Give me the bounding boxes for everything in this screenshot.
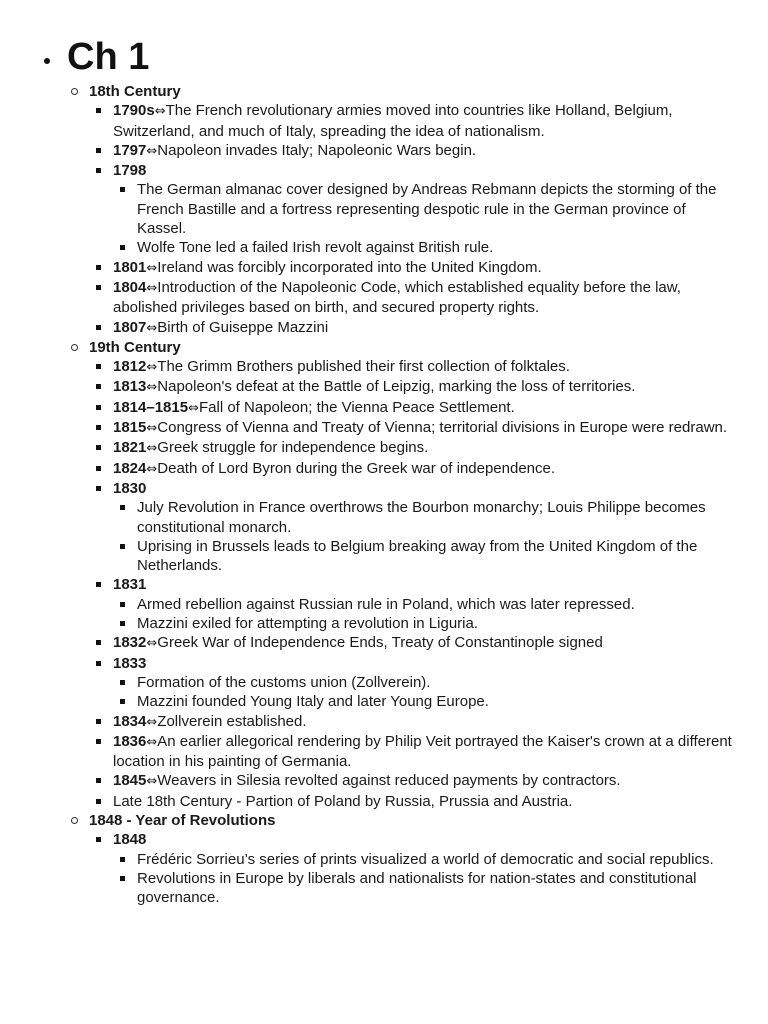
square-bullet-icon (96, 325, 101, 330)
list-item (113, 654, 735, 673)
item-year: 1834 (113, 712, 147, 730)
item-text: Greek War of Independence Ends, Treaty of Constantinople signed (157, 634, 603, 652)
sub-item-text: Wolfe Tone led a failed Irish revolt against British rule. (137, 239, 494, 257)
separator-arrow-icon: ⇔ (154, 104, 166, 120)
item-year: 1798 (113, 162, 147, 180)
outline-list (0, 82, 768, 907)
item-year: 1814–1815 (113, 398, 189, 416)
square-bullet-icon (120, 857, 125, 862)
item-text: The French revolutionary armies moved into countries like Holland, Belgium, Switzerland, and much of Italy, spreading the idea of nationalism. (113, 102, 673, 140)
item-year: 1830 (113, 479, 147, 497)
list-item (113, 161, 735, 180)
item-text: Death of Lord Byron during the Greek war of independence. (157, 459, 556, 477)
sub-list-item (137, 869, 733, 908)
section-heading (89, 82, 739, 101)
item-year: 1848 (113, 831, 147, 849)
item-text: Late 18th Century - Partion of Poland by Russia, Prussia and Austria. (113, 792, 573, 810)
square-bullet-icon (96, 285, 101, 290)
item-text: Greek struggle for independence begins. (157, 439, 429, 457)
separator-arrow-icon: ⇔ (146, 734, 158, 750)
list-item (113, 141, 735, 161)
list-item (113, 278, 735, 318)
sub-list-item (137, 692, 733, 711)
item-text: Napoleon invades Italy; Napoleonic Wars begin. (157, 141, 477, 159)
page-title: Ch 1 (67, 36, 150, 78)
item-year: 1804 (113, 278, 147, 296)
item-text: Zollverein established. (157, 712, 307, 730)
bullet-dot-icon (44, 58, 50, 64)
list-item (113, 633, 735, 653)
list-item (113, 318, 735, 338)
list-item (113, 377, 735, 397)
item-year: 1833 (113, 654, 147, 672)
sub-list-item (137, 238, 733, 257)
circle-bullet-icon (71, 344, 78, 351)
square-bullet-icon (96, 364, 101, 369)
sub-list-item (137, 850, 733, 869)
separator-arrow-icon: ⇔ (146, 714, 158, 730)
item-text: Fall of Napoleon; the Vienna Peace Settlement. (199, 398, 515, 416)
item-text: Birth of Guiseppe Mazzini (157, 318, 329, 336)
list-item (113, 258, 735, 278)
square-bullet-icon (120, 245, 125, 250)
sub-list-item (137, 537, 733, 576)
separator-arrow-icon: ⇔ (146, 380, 158, 396)
list-item (113, 479, 735, 498)
separator-arrow-icon: ⇔ (146, 360, 158, 376)
item-year: 1831 (113, 576, 147, 594)
item-text: Congress of Vienna and Treaty of Vienna; territorial divisions in Europe were redrawn. (157, 419, 728, 437)
square-bullet-icon (96, 640, 101, 645)
item-year: 1815 (113, 419, 147, 437)
square-bullet-icon (96, 719, 101, 724)
list-item (113, 459, 735, 479)
sub-item-text: Frédéric Sorrieu’s series of prints visualized a world of democratic and social republics. (137, 850, 714, 868)
sub-item-text: Mazzini founded Young Italy and later Young Europe. (137, 693, 489, 711)
separator-arrow-icon: ⇔ (146, 774, 158, 790)
sub-item-text: Armed rebellion against Russian rule in Poland, which was later repressed. (137, 595, 635, 613)
square-bullet-icon (96, 405, 101, 410)
item-text: An earlier allegorical rendering by Philip Veit portrayed the Kaiser's crown at a different location in his painting of Germania. (113, 732, 732, 771)
square-bullet-icon (96, 108, 101, 113)
separator-arrow-icon: ⇔ (188, 400, 199, 416)
item-year: 1801 (113, 258, 147, 276)
list-item (113, 357, 735, 377)
square-bullet-icon (96, 799, 101, 804)
section-heading (89, 338, 739, 357)
list-item (113, 418, 735, 438)
sub-list-item (137, 498, 733, 537)
item-year: 1836 (113, 732, 147, 750)
circle-bullet-icon (71, 88, 78, 95)
separator-arrow-icon: ⇔ (146, 636, 158, 652)
section-title: 18th Century (89, 83, 181, 100)
square-bullet-icon (120, 621, 125, 626)
list-item (113, 438, 735, 458)
square-bullet-icon (96, 384, 101, 389)
item-year: 1807 (113, 318, 147, 336)
square-bullet-icon (120, 505, 125, 510)
square-bullet-icon (96, 445, 101, 450)
sub-list-item (137, 673, 733, 692)
list-item (113, 771, 735, 791)
sub-item-text: Formation of the customs union (Zollverein). (137, 673, 431, 691)
separator-arrow-icon: ⇔ (146, 143, 158, 159)
separator-arrow-icon: ⇔ (146, 421, 158, 437)
square-bullet-icon (120, 876, 125, 881)
sub-item-text: July Revolution in France overthrows the Bourbon monarchy; Louis Philippe becomes constitutional monarch. (137, 499, 706, 536)
list-item (113, 792, 735, 811)
sub-list-item (137, 180, 733, 238)
separator-arrow-icon: ⇔ (146, 280, 158, 296)
square-bullet-icon (96, 148, 101, 153)
item-year: 1832 (113, 634, 147, 652)
square-bullet-icon (96, 265, 101, 270)
circle-bullet-icon (71, 817, 78, 824)
list-item (113, 101, 735, 141)
item-year: 1797 (113, 141, 147, 159)
separator-arrow-icon: ⇔ (146, 461, 158, 477)
list-item (113, 830, 735, 849)
item-text: Introduction of the Napoleonic Code, which established equality before the law, abolished privileges based on birth, and secured property rights. (113, 278, 681, 317)
separator-arrow-icon: ⇔ (146, 320, 158, 336)
item-year: 1812 (113, 358, 147, 376)
square-bullet-icon (96, 486, 101, 491)
square-bullet-icon (96, 466, 101, 471)
item-text: Weavers in Silesia revolted against reduced payments by contractors. (157, 772, 621, 790)
sub-item-text: Revolutions in Europe by liberals and nationalists for nation-states and constitutional governance. (137, 869, 697, 907)
list-item (113, 732, 735, 772)
sub-list-item (137, 614, 733, 633)
item-year: 1813 (113, 378, 147, 396)
section-title: 1848 - Year of Revolutions (89, 811, 276, 829)
square-bullet-icon (120, 699, 125, 704)
item-year: 1845 (113, 772, 147, 790)
sub-item-text: Mazzini exiled for attempting a revolution in Liguria. (137, 615, 479, 633)
list-item (113, 712, 735, 732)
item-text: Napoleon's defeat at the Battle of Leipzig, marking the loss of territories. (157, 378, 636, 396)
square-bullet-icon (96, 661, 101, 666)
square-bullet-icon (96, 837, 101, 842)
sub-item-text: Uprising in Brussels leads to Belgium breaking away from the United Kingdom of the Netherlands. (137, 537, 698, 575)
item-text: Ireland was forcibly incorporated into the United Kingdom. (157, 258, 542, 276)
item-year: 1790s (113, 102, 155, 120)
section-title: 19th Century (89, 338, 181, 356)
square-bullet-icon (120, 187, 125, 192)
section-heading (89, 811, 739, 830)
square-bullet-icon (120, 680, 125, 685)
sub-list-item (137, 595, 733, 614)
square-bullet-icon (96, 425, 101, 430)
list-item (113, 575, 735, 594)
square-bullet-icon (96, 739, 101, 744)
item-year: 1821 (113, 439, 147, 457)
item-year: 1824 (113, 459, 147, 477)
separator-arrow-icon: ⇔ (146, 260, 158, 276)
square-bullet-icon (120, 544, 125, 549)
item-text: The Grimm Brothers published their first collection of folktales. (157, 358, 570, 376)
square-bullet-icon (120, 602, 125, 607)
separator-arrow-icon: ⇔ (146, 441, 158, 457)
square-bullet-icon (96, 582, 101, 587)
square-bullet-icon (96, 168, 101, 173)
sub-item-text: The German almanac cover designed by Andreas Rebmann depicts the storming of the French Bastille and a fortress representing despotic rule in the German province of Kassel. (137, 181, 717, 238)
square-bullet-icon (96, 778, 101, 783)
list-item (113, 398, 735, 418)
